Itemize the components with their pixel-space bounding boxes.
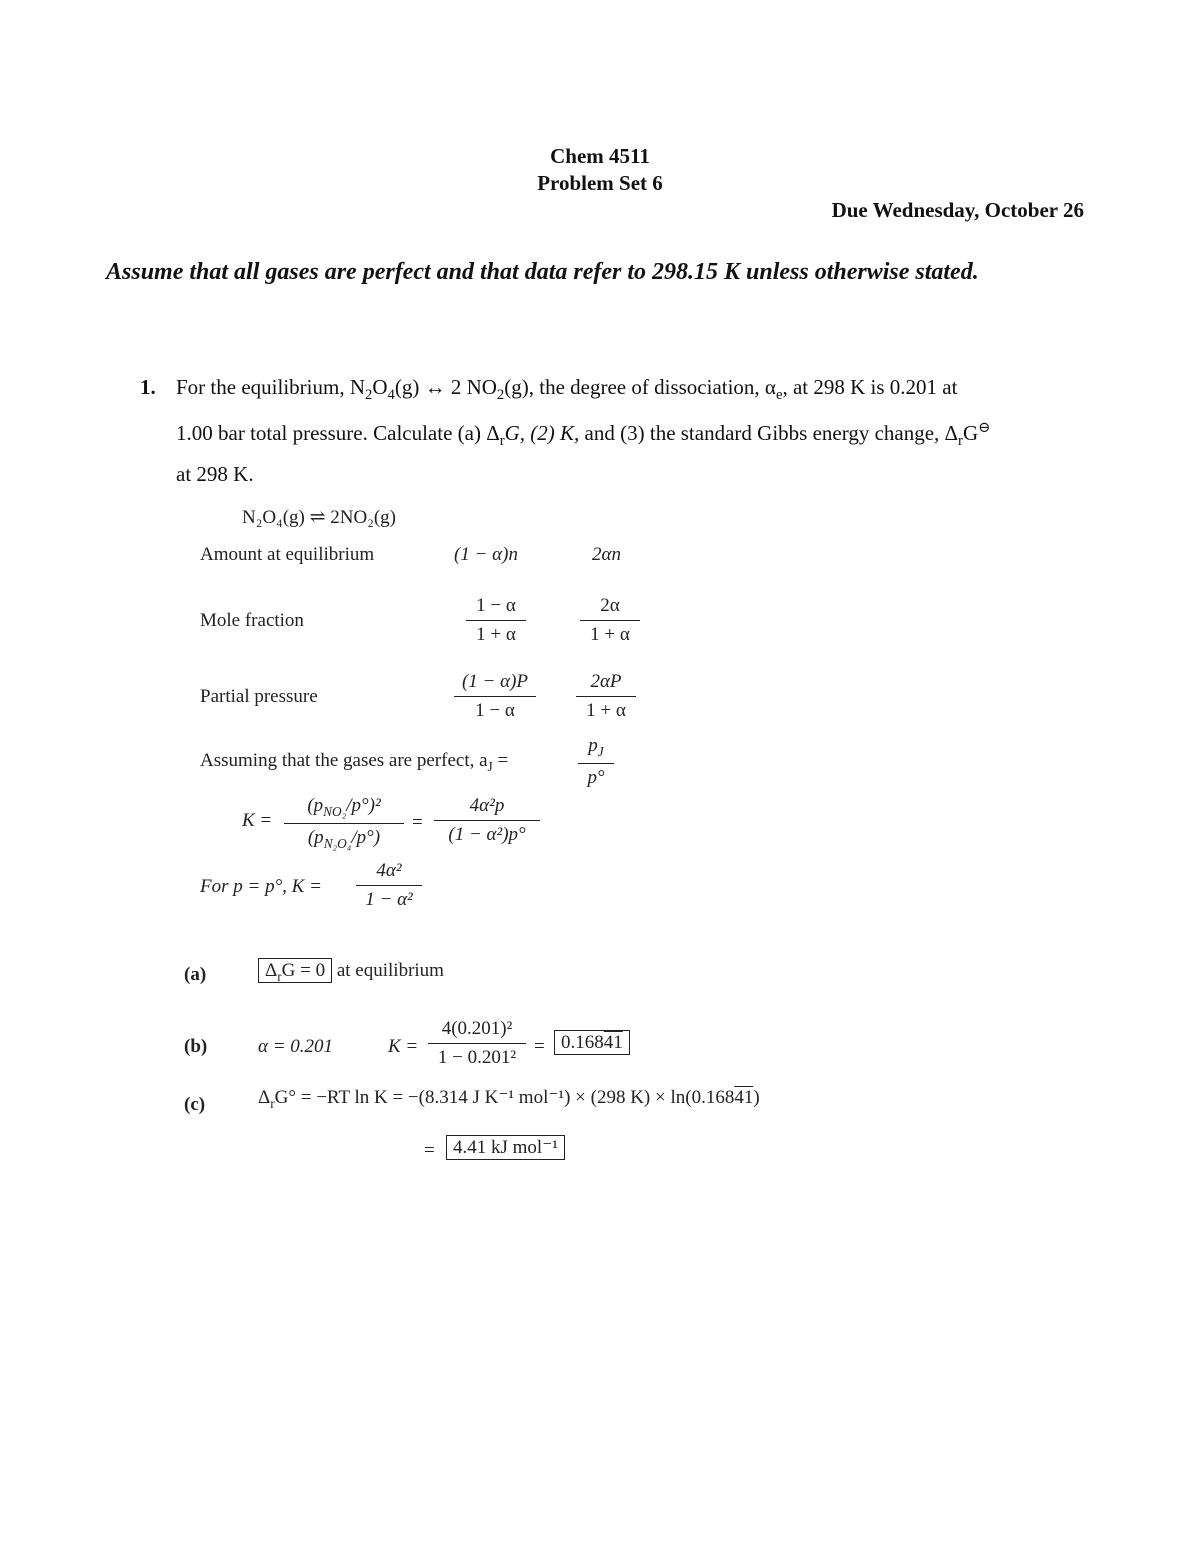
amount-no2: 2αn [592,544,621,565]
part-b-k: K = [388,1036,419,1057]
standard-pressure-k: For p = p°, K = [200,876,322,897]
part-b-alpha: α = 0.201 [258,1036,334,1057]
part-b-fraction: 4(0.201)² 1 − 0.201² [428,1018,526,1069]
k-equals: = [412,812,423,833]
partial-pressure-label: Partial pressure [200,686,318,707]
amount-n2o4: (1 − α)n [454,544,518,565]
partial-pressure-no2: 2αP 1 + α [576,671,636,722]
perfect-gas-activity: Assuming that the gases are perfect, $a_J$ = [200,750,509,774]
part-a-answer: $\Delta_rG = 0$ at equilibrium [258,960,444,985]
part-a-box: $\Delta_rG = 0$ [258,958,332,983]
due-date: Due Wednesday, October 26 [831,198,1084,222]
part-b-result: 0.16841 [554,1032,630,1054]
mole-fraction-no2: 2α 1 + α [580,595,640,646]
k-ratio-fraction: $(p_{NO_2}/p^\circ)^2$ $(p_{N_2O_4}/p^\circ)$ [284,795,404,852]
problem-line-2: 1.00 bar total pressure. Calculate (a) $\Delta_rG$, (2) K, and (3) the standard Gibbs energy change, $\Delta_rG^⊖$ [176,420,991,450]
part-c-equals: = [424,1140,435,1161]
problem-line-1: For the equilibrium, $N_2O_4(g)$ ↔ 2 $NO_2(g)$, the degree of dissociation, $\alpha_e$, at 298 K is 0.201 at [176,375,958,404]
part-a-label: (a) [184,964,207,985]
amount-label: Amount at equilibrium [200,544,375,565]
part-c-result: 4.41 kJ mol⁻¹ [446,1136,565,1159]
part-b-equals: = [534,1036,545,1057]
course-title: Chem 4511 [550,144,650,168]
problem-number: 1. [140,375,156,399]
problem-set-title: Problem Set 6 [537,171,663,195]
reaction-equation: N₂O₄(g) ⇌ 2NO₂(g) [242,507,396,528]
problem-line-3: at 298 K. [176,462,254,486]
part-b-label: (b) [184,1036,208,1057]
mole-fraction-label: Mole fraction [200,610,304,631]
assumption-note: Assume that all gases are perfect and that data refer to 298.15 K unless otherwise stated. [106,259,979,285]
part-c-line-1: $\Delta_rG^\circ = -RT$ ln K = −(8.314 J K⁻¹ mol⁻¹) × (298 K) × ln(0.16841) [258,1087,760,1111]
mole-fraction-n2o4: 1 − α 1 + α [466,595,526,646]
standard-k-fraction: 4α² 1 − α² [356,860,422,911]
k-result-fraction: 4α²p (1 − α²)p° [434,795,540,846]
k-lhs: K = [242,810,273,831]
partial-pressure-n2o4: (1 − α)P 1 − α [454,671,536,722]
part-c-label: (c) [184,1094,206,1115]
activity-fraction: $p_J$ p° [578,735,614,789]
